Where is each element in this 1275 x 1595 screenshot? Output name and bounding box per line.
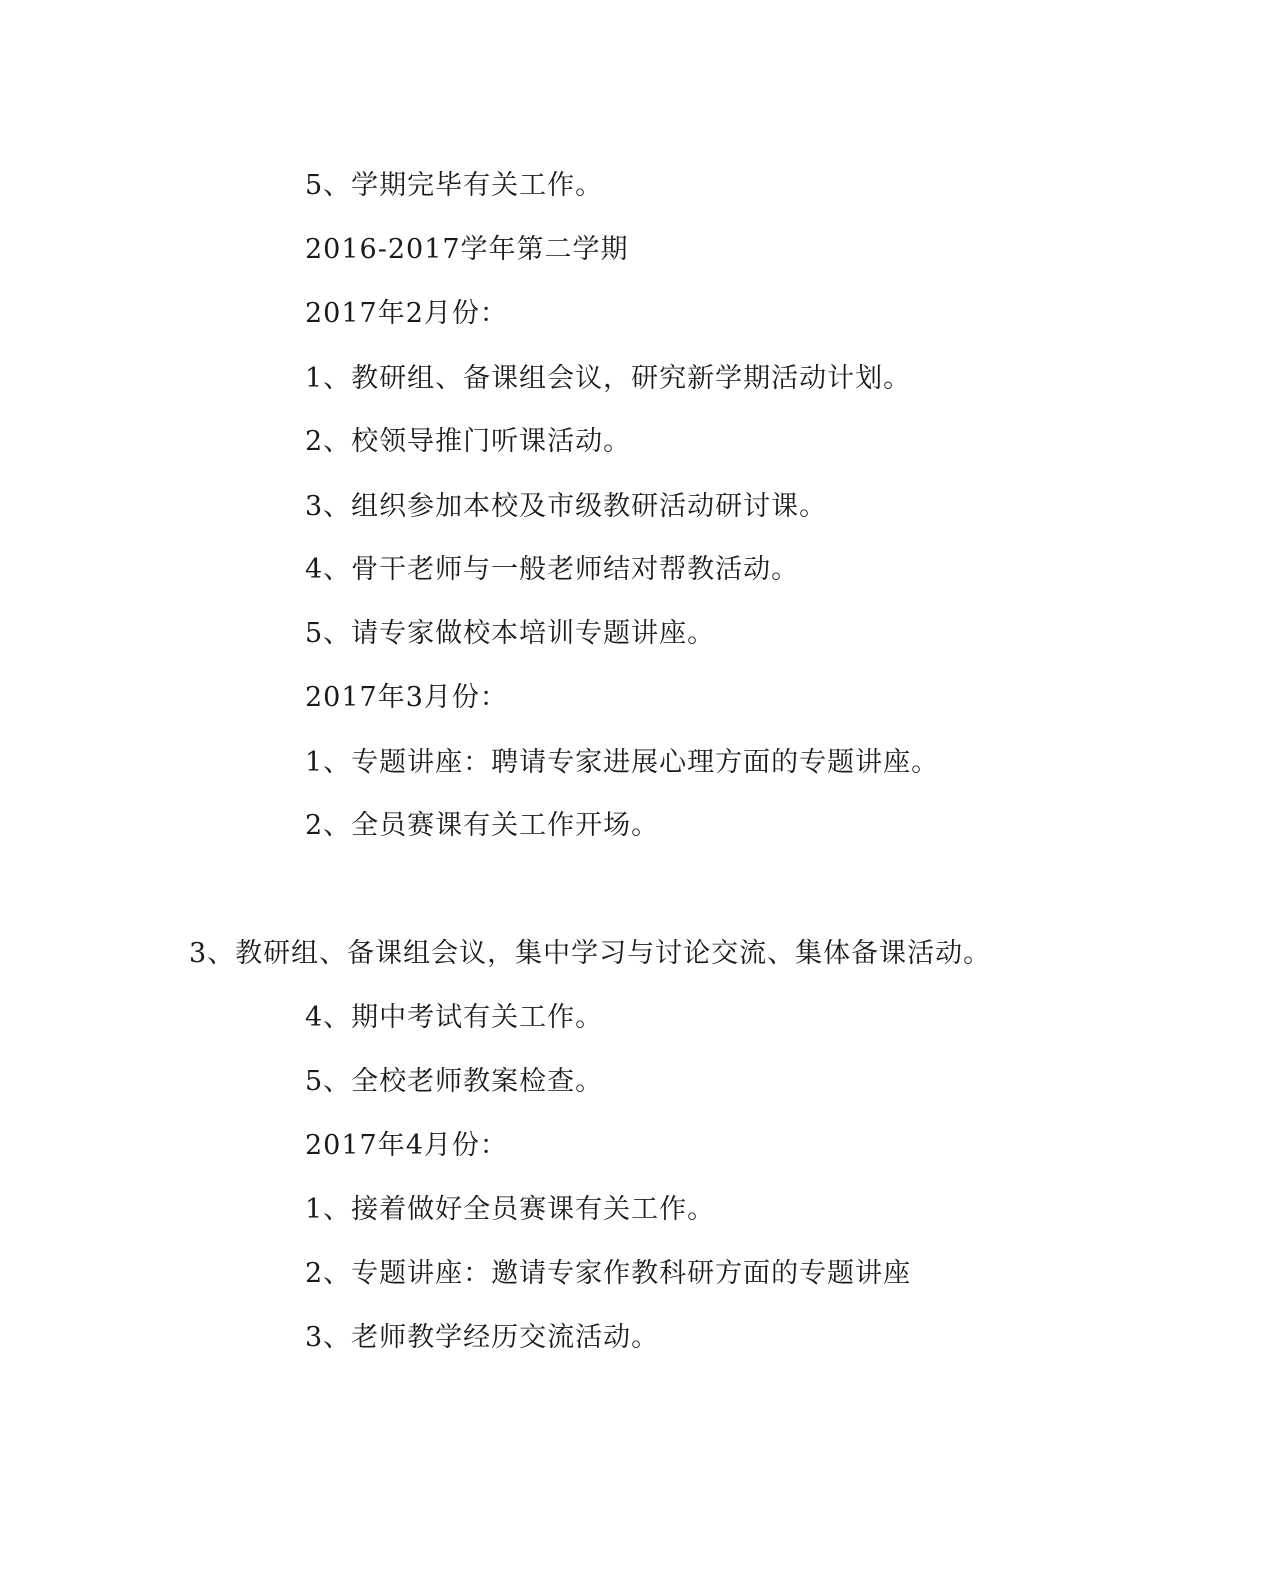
list-item: 3、老师教学经历交流活动。 — [305, 1322, 660, 1353]
month-heading: 2017年4月份： — [305, 1130, 508, 1161]
list-item: 1、专题讲座：聘请专家进展心理方面的专题讲座。 — [305, 747, 940, 778]
month-heading: 2017年3月份： — [305, 682, 508, 713]
list-item: 4、期中考试有关工作。 — [305, 1002, 604, 1033]
month-heading: 2017年2月份： — [305, 298, 508, 329]
list-item: 3、教研组、备课组会议，集中学习与讨论交流、集体备课活动。 — [189, 938, 992, 969]
list-item: 2、专题讲座：邀请专家作教科研方面的专题讲座 — [305, 1258, 912, 1289]
list-item: 5、全校老师教案检查。 — [305, 1066, 604, 1097]
list-item: 4、骨干老师与一般老师结对帮教活动。 — [305, 554, 800, 585]
list-item: 1、教研组、备课组会议，研究新学期活动计划。 — [305, 363, 912, 394]
list-item: 2、校领导推门听课活动。 — [305, 426, 632, 457]
list-item: 5、请专家做校本培训专题讲座。 — [305, 618, 716, 649]
list-item: 5、学期完毕有关工作。 — [305, 170, 604, 201]
list-item: 3、组织参加本校及市级教研活动研讨课。 — [305, 491, 828, 522]
list-item: 2、全员赛课有关工作开场。 — [305, 810, 660, 841]
section-heading: 2016-2017学年第二学期 — [305, 234, 629, 265]
list-item: 1、接着做好全员赛课有关工作。 — [305, 1194, 716, 1225]
